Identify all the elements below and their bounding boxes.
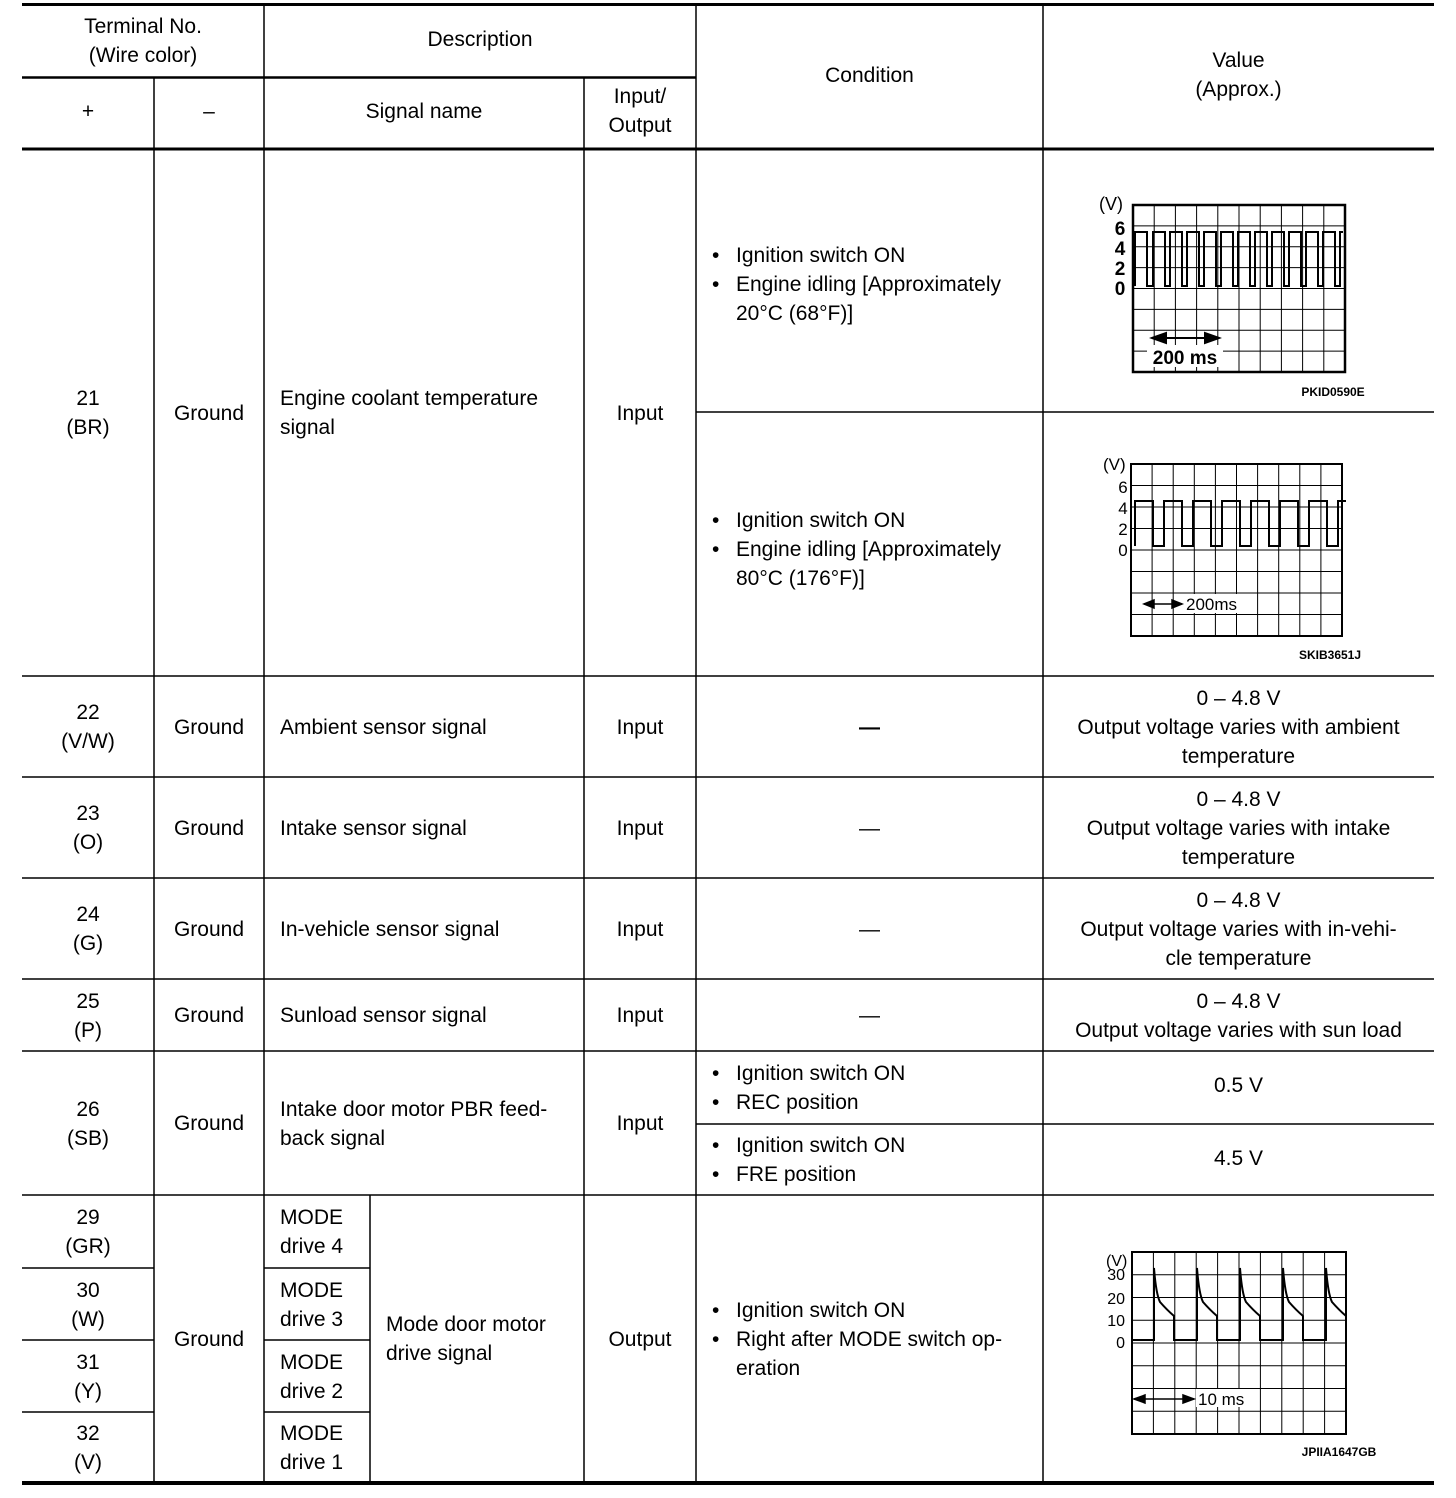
header-terminal-no	[22, 6, 264, 76]
svg-text:2: 2	[1118, 520, 1128, 539]
condition-23: —	[859, 816, 880, 840]
scope2-caption: SKIB3651J	[1298, 648, 1362, 662]
io-24: Input	[616, 917, 664, 941]
value-23: 0 – 4.8 V Output voltage varies with intake temperature	[1086, 787, 1391, 869]
io-25: Input	[616, 1004, 664, 1027]
value-24: 0 – 4.8 V Output voltage varies with in-vehi- cle temperature	[1080, 888, 1397, 970]
terminal-30: 30 (W)	[71, 1278, 105, 1331]
terminal-26: 26 (SB)	[67, 1097, 109, 1150]
scope1-caption: PKID0590E	[1301, 385, 1365, 399]
header-input-output: Input/ Output	[608, 85, 672, 137]
mode-drive-3: MODE drive 3	[280, 1278, 344, 1331]
svg-text:6: 6	[1114, 219, 1126, 240]
terminal-22: 22 (V/W)	[61, 701, 115, 753]
terminal-29: 29 (GR)	[65, 1206, 111, 1258]
signal-name-21: Engine coolant temperature signal	[280, 387, 538, 439]
svg-text:30: 30	[1107, 1267, 1125, 1284]
ground-mode: Ground	[173, 1327, 245, 1351]
svg-text:20: 20	[1107, 1291, 1125, 1308]
oscilloscope-waveform-mode	[1043, 1196, 1434, 1482]
svg-text:2: 2	[1114, 259, 1126, 280]
io-mode: Output	[608, 1327, 672, 1351]
terminal-31: 31 (Y)	[74, 1350, 102, 1403]
mode-drive-4: MODE drive 4	[280, 1206, 344, 1258]
mode-drive-1: MODE drive 1	[280, 1421, 344, 1474]
ground-21: Ground	[173, 401, 245, 425]
header-value: Value (Approx.)	[1195, 49, 1282, 101]
terminal-25: 25 (P)	[74, 989, 102, 1042]
header-condition: Condition	[825, 63, 914, 87]
io-22: Input	[616, 715, 664, 739]
condition-22: —	[859, 715, 880, 739]
header-plus: +	[81, 99, 95, 123]
ground-25: Ground	[173, 1004, 245, 1027]
ground-26: Ground	[173, 1112, 245, 1135]
terminal-32: 32 (V)	[74, 1421, 102, 1474]
scope1-trace	[1135, 232, 1343, 286]
terminal-no-label: Terminal No.	[84, 15, 202, 38]
header-minus: –	[203, 99, 215, 123]
scope1-unit: (V)	[1099, 194, 1123, 214]
value-26b: 4.5 V	[1213, 1146, 1264, 1170]
svg-text:10: 10	[1107, 1313, 1125, 1330]
condition-25: —	[859, 1004, 880, 1027]
condition-26a: • Ignition switch ON • REC position	[712, 1062, 906, 1114]
value-25: 0 – 4.8 V Output voltage varies with sun load	[1075, 989, 1402, 1042]
scope3-time-label: 10 ms	[1198, 1390, 1245, 1409]
scope3-trace	[1133, 1268, 1346, 1340]
svg-text:6: 6	[1118, 478, 1128, 497]
svg-text:0: 0	[1116, 1335, 1125, 1352]
header-description: Description	[427, 27, 533, 51]
oscilloscope-waveform-20c	[1043, 150, 1434, 412]
signal-name-25: Sunload sensor signal	[280, 1004, 487, 1027]
wire-color-label: (Wire color)	[88, 44, 198, 67]
condition-21a: • Ignition switch ON • Engine idling [Approximately 20°C (68°F)]	[712, 243, 1001, 325]
ground-23: Ground	[173, 816, 245, 840]
terminal-24: 24 (G)	[72, 903, 104, 955]
value-22: 0 – 4.8 V Output voltage varies with ambient temperature	[1077, 686, 1400, 768]
ground-24: Ground	[173, 917, 245, 941]
terminal-21: 21 (BR)	[66, 387, 110, 439]
scope2-trace	[1135, 501, 1346, 546]
io-26: Input	[616, 1112, 664, 1135]
signal-name-23: Intake sensor signal	[280, 816, 467, 840]
oscilloscope-waveform-80c	[1043, 413, 1434, 676]
svg-text:4: 4	[1118, 499, 1128, 518]
mode-drive-2: MODE drive 2	[280, 1350, 344, 1403]
svg-text:0: 0	[1118, 541, 1128, 560]
io-21: Input	[616, 401, 664, 425]
signal-name-26: Intake door motor PBR feed-back signal	[280, 1097, 548, 1150]
signal-name-24: In-vehicle sensor signal	[280, 917, 500, 941]
scope3-caption: JPIIA1647GB	[1301, 1445, 1377, 1459]
signal-name-mode: Mode door motor drive signal	[386, 1313, 546, 1365]
svg-text:4: 4	[1114, 239, 1126, 260]
signal-name-22: Ambient sensor signal	[280, 715, 487, 739]
scope1-time-label: 200 ms	[1152, 348, 1218, 369]
condition-24: —	[859, 917, 880, 941]
ground-22: Ground	[173, 715, 245, 739]
scope2-time-label: 200ms	[1186, 595, 1238, 614]
scope2-unit: (V)	[1103, 455, 1126, 474]
header-signal-name: Signal name	[365, 99, 483, 123]
scope3-unit: (V)	[1106, 1253, 1128, 1270]
condition-26b: • Ignition switch ON • FRE position	[712, 1134, 906, 1186]
io-23: Input	[616, 816, 664, 840]
terminal-23: 23 (O)	[72, 802, 104, 854]
svg-text:0: 0	[1114, 279, 1126, 300]
value-26a: 0.5 V	[1213, 1073, 1264, 1097]
condition-21b: • Ignition switch ON • Engine idling [Approximately 80°C (176°F)]	[712, 509, 1001, 590]
condition-mode: • Ignition switch ON • Right after MODE switch op-eration	[712, 1298, 1003, 1380]
